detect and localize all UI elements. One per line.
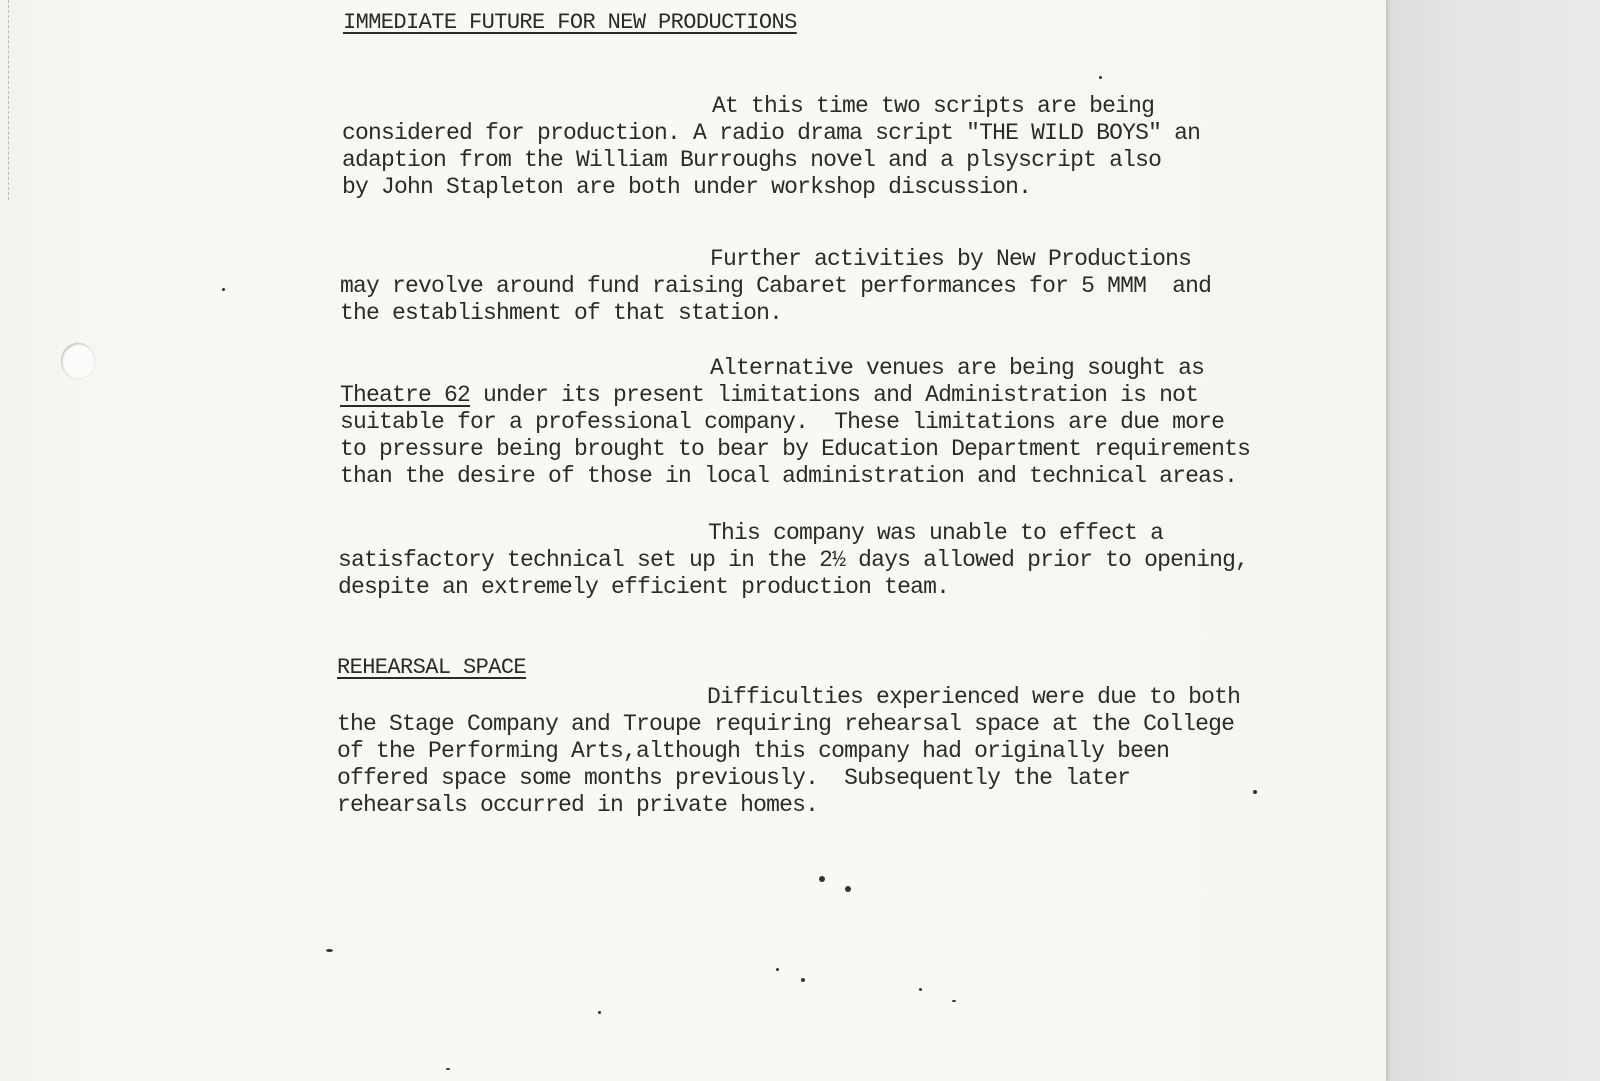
text-line: considered for production. A radio drama script "THE WILD BOYS" an xyxy=(342,120,1201,146)
ink-speck xyxy=(819,876,825,882)
torn-edge-marks xyxy=(8,0,13,200)
section-heading-new-productions: IMMEDIATE FUTURE FOR NEW PRODUCTIONS xyxy=(343,10,797,35)
section-heading-rehearsal-space: REHEARSAL SPACE xyxy=(337,655,527,680)
text-line: Alternative venues are being sought as xyxy=(710,355,1205,381)
text-line: This company was unable to effect a xyxy=(708,520,1164,546)
venue-name-underlined: Theatre 62 xyxy=(340,382,471,408)
ink-speck xyxy=(919,988,922,991)
text-line: At this time two scripts are being xyxy=(712,93,1155,119)
text-line: may revolve around fund raising Cabaret performances for 5 MMM and xyxy=(340,273,1212,299)
text-line: by John Stapleton are both under workshop discussion. xyxy=(342,174,1032,200)
text-line: despite an extremely efficient production team. xyxy=(338,574,950,600)
ink-speck xyxy=(1253,790,1257,794)
text-line xyxy=(340,382,1250,409)
text-line: than the desire of those in local administration and technical areas. xyxy=(340,463,1238,489)
punch-hole xyxy=(61,343,95,379)
ink-speck xyxy=(776,968,779,971)
ink-speck xyxy=(598,1011,601,1014)
ink-speck xyxy=(1099,76,1102,79)
text-line: adaption from the William Burroughs novel and a plsyscript also xyxy=(342,147,1162,173)
paragraph-further-activities xyxy=(340,246,1211,327)
paragraph-rehearsal-difficulties xyxy=(337,684,1240,819)
text-line: suitable for a professional company. These limitations are due more xyxy=(340,409,1225,435)
ink-speck xyxy=(446,1068,450,1070)
text-line: the Stage Company and Troupe requiring rehearsal space at the College xyxy=(337,711,1235,737)
ink-speck xyxy=(801,978,805,982)
text-line: the establishment of that station. xyxy=(340,300,783,326)
text-line: to pressure being brought to bear by Education Department requirements xyxy=(340,436,1251,462)
ink-speck xyxy=(845,886,851,892)
text-line: Difficulties experienced were due to both xyxy=(707,684,1241,710)
text-fragment: under its present limitations and Administration is not xyxy=(470,382,1199,408)
ink-speck xyxy=(326,949,333,952)
paragraph-scripts xyxy=(342,93,1200,201)
paragraph-technical-setup xyxy=(338,520,1248,601)
text-line: offered space some months previously. Subsequently the later xyxy=(337,765,1131,791)
text-line: rehearsals occurred in private homes. xyxy=(337,792,819,818)
ink-speck xyxy=(952,1000,956,1002)
ink-speck xyxy=(222,288,225,291)
scanner-backing xyxy=(1386,0,1600,1081)
text-line: of the Performing Arts,although this company had originally been xyxy=(337,738,1170,764)
paragraph-alternative-venues xyxy=(340,355,1250,490)
text-line: Further activities by New Productions xyxy=(710,246,1192,272)
text-line: satisfactory technical set up in the 2½ days allowed prior to opening, xyxy=(338,547,1249,573)
